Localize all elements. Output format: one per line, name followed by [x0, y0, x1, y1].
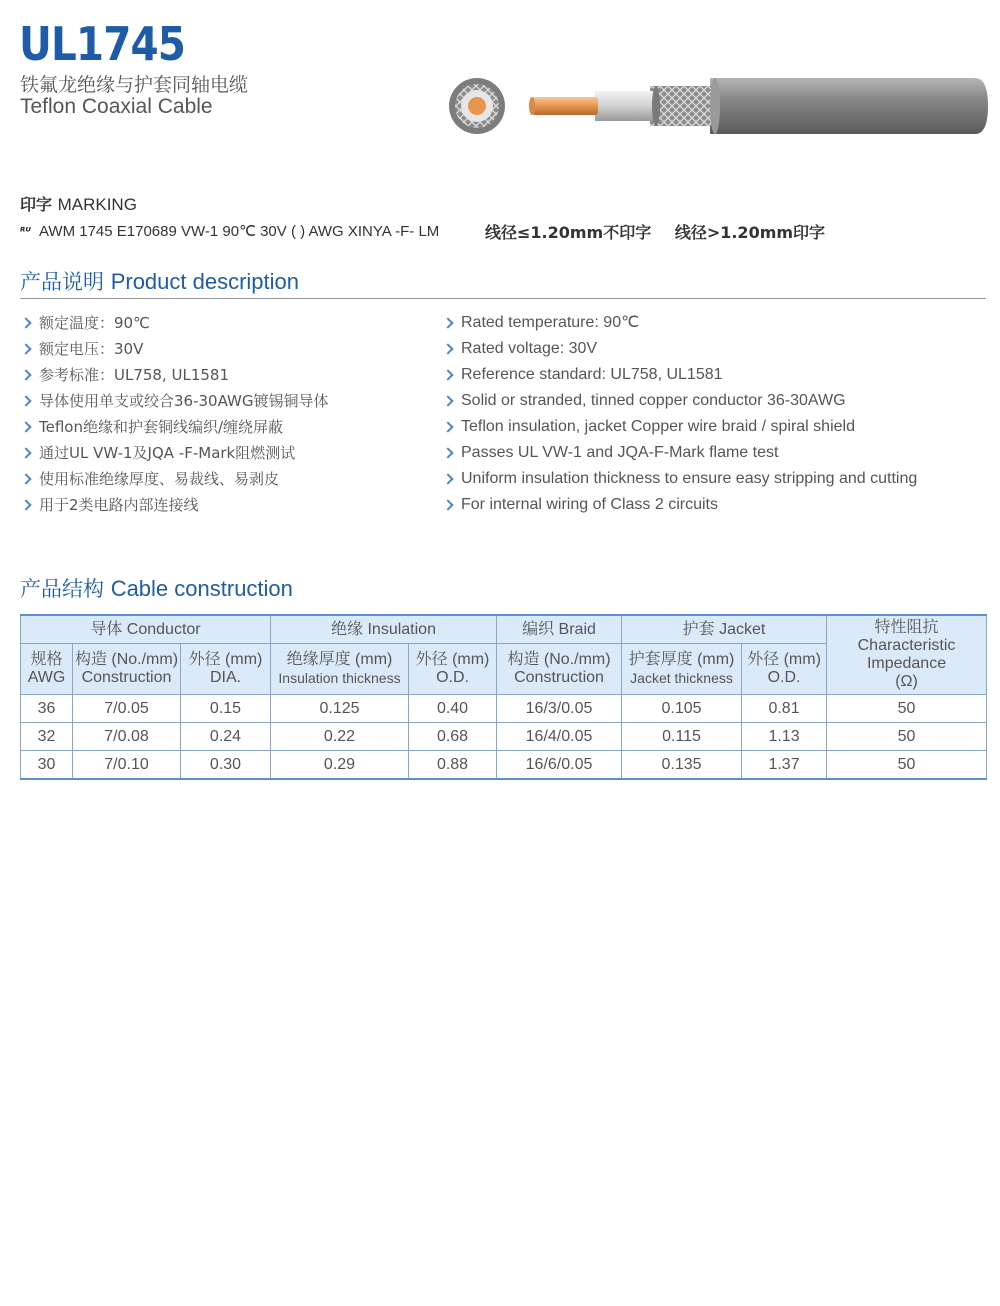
list-item: 额定温度：90℃ [20, 310, 328, 336]
list-item: 额定电压：30V [20, 336, 328, 362]
list-item: Passes UL VW-1 and JQA-F-Mark flame test [442, 440, 917, 466]
list-item: Teflon绝缘和护套铜线编织/缠绕屏蔽 [20, 414, 328, 440]
chevron-right-icon [20, 395, 31, 406]
col-group-conductor: 导体 Conductor [21, 615, 271, 644]
list-item: Reference standard: UL758, UL1581 [442, 362, 917, 388]
model-title: UL1745 [19, 17, 186, 71]
col-conductor-construction: 构造 (No./mm) Construction [73, 644, 181, 695]
col-jacket-thickness: 护套厚度 (mm) Jacket thickness [622, 644, 742, 695]
col-insulation-thickness: 绝缘厚度 (mm) Insulation thickness [271, 644, 409, 695]
chevron-right-icon [20, 499, 31, 510]
cable-illustration [440, 66, 990, 146]
chevron-right-icon [442, 317, 453, 328]
cross-section [449, 78, 505, 134]
chevron-right-icon [442, 473, 453, 484]
cable-construction-title [20, 575, 293, 603]
chevron-right-icon [442, 421, 453, 432]
list-item: 参考标准：UL758, UL1581 [20, 362, 328, 388]
marking-note [485, 222, 843, 244]
section-title-cn: 产品说明 [20, 270, 104, 294]
chevron-right-icon [20, 317, 31, 328]
description-list-en [442, 310, 917, 518]
chevron-right-icon [20, 447, 31, 458]
construction-table [20, 614, 987, 780]
chevron-right-icon [442, 395, 453, 406]
list-item: Solid or stranded, tinned copper conductor 36-30AWG [442, 388, 917, 414]
chevron-right-icon [20, 343, 31, 354]
col-group-jacket: 护套 Jacket [622, 615, 827, 644]
col-awg: 规格 AWG [21, 644, 73, 695]
list-item: Teflon insulation, jacket Copper wire braid / spiral shield [442, 414, 917, 440]
chevron-right-icon [442, 499, 453, 510]
col-group-insulation: 绝缘 Insulation [271, 615, 497, 644]
list-item: 通过UL VW-1及JQA -F-Mark阻燃测试 [20, 440, 328, 466]
chevron-right-icon [442, 447, 453, 458]
marking-label-en: MARKING [57, 195, 137, 214]
col-group-braid: 编织 Braid [497, 615, 622, 644]
list-item: Rated temperature: 90℃ [442, 310, 917, 336]
list-item: For internal wiring of Class 2 circuits [442, 492, 917, 518]
marking-note-1: 线径≤1.20mm不印字 [485, 223, 652, 242]
col-insulation-od: 外径 (mm) O.D. [409, 644, 497, 695]
ul-logo-icon: ᴿᵁ [20, 225, 31, 238]
product-description-title [20, 268, 299, 296]
table-group-header [21, 615, 987, 644]
col-jacket-od: 外径 (mm) O.D. [742, 644, 827, 695]
list-item: 用于2类电路内部连接线 [20, 492, 328, 518]
col-braid-construction: 构造 (No./mm) Construction [497, 644, 622, 695]
chevron-right-icon [442, 369, 453, 380]
section-title-cn: 产品结构 [20, 577, 104, 601]
list-item: 使用标准绝缘厚度、易裁线、易剥皮 [20, 466, 328, 492]
section-title-en: Product description [110, 269, 300, 294]
title-english: Teflon Coaxial Cable [20, 95, 213, 118]
col-impedance: 特性阻抗 Characteristic Impedance (Ω) [827, 615, 987, 695]
marking-text: AWM 1745 E170689 VW-1 90℃ 30V ( ) AWG XINYA -F- LM [38, 223, 440, 240]
table-row: 36 7/0.05 0.15 0.125 0.40 16/3/0.05 0.105 0.81 50 [21, 695, 987, 723]
title-chinese: 铁氟龙绝缘与护套同轴电缆 [20, 74, 249, 96]
marking-label-cn: 印字 [20, 195, 53, 214]
col-conductor-dia: 外径 (mm) DIA. [181, 644, 271, 695]
marking-line [20, 222, 439, 242]
chevron-right-icon [20, 473, 31, 484]
list-item: Rated voltage: 30V [442, 336, 917, 362]
chevron-right-icon [20, 421, 31, 432]
description-list-cn [20, 310, 328, 518]
chevron-right-icon [20, 369, 31, 380]
table-row: 30 7/0.10 0.30 0.29 0.88 16/6/0.05 0.135 1.37 50 [21, 751, 987, 780]
chevron-right-icon [442, 343, 453, 354]
section-divider [20, 298, 986, 299]
list-item: 导体使用单支或绞合36-30AWG镀锡铜导体 [20, 388, 328, 414]
table-row: 32 7/0.08 0.24 0.22 0.68 16/4/0.05 0.115 1.13 50 [21, 723, 987, 751]
marking-note-2: 线径>1.20mm印字 [674, 223, 826, 242]
marking-label [20, 194, 137, 216]
section-title-en: Cable construction [110, 576, 293, 601]
list-item: Uniform insulation thickness to ensure easy stripping and cutting [442, 466, 917, 492]
